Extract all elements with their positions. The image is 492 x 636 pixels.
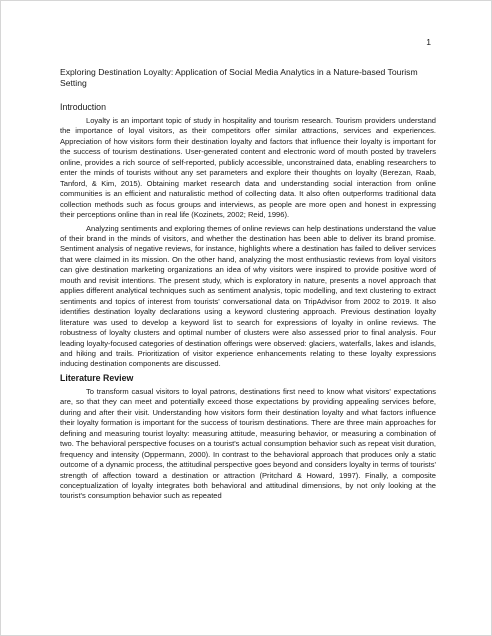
document-body: [60, 67, 436, 505]
paragraph: Loyalty is an important topic of study in hospitality and tourism research. Tourism providers understand the importance of loyal visitors, as their competitors offer similar attractions, services and experiences. Appreciation of how visitors form their destination loyalty and factors that influence their loyalty is important for the success of tourism destinations. User-generated content and electronic word of mouth posted by travelers online, provides a rich source of self-reported, publicly accessible, unconstrained data, enabling researchers to enter the minds of tourists without any set parameters and explore their thoughts on loyalty (Berezan, Raab, Tanford, & Kim, 2015). Obtaining market research data and understanding social interaction from online communities is an efficient and naturalistic method of collecting data. It also often outperforms traditional data collection methods such as focus groups and interviews, as people are more open and honest in expressing their perceptions online than in real life (Kozinets, 2002; Reid, 1996).: [60, 116, 436, 220]
page-number: 1: [426, 37, 431, 47]
paper-title: Exploring Destination Loyalty: Application of Social Media Analytics in a Nature-based Tourism Setting: [60, 67, 418, 88]
paragraph: Analyzing sentiments and exploring themes of online reviews can help destinations understand the value of their brand in the minds of visitors, and whether the destination has been able to deliver its brand promise. Sentiment analysis of negative reviews, for instance, highlights where a destination has failed to deliver services that were claimed in its mission. On the other hand, analyzing the most enthusiastic reviews from loyal visitors can give destination marketing organizations an idea of why visitors were inspired to provide positive word of mouth and revisit intentions. The present study, which is exploratory in nature, presents a novel approach that applies different analytical techniques such as sentiment analysis, topic modelling, and text clustering to extract sentiments and topics of interest from tourists' conversational data on TripAdvisor from 2002 to 2019. It also identifies destination loyalty declarations using a keyword clustering approach. Previous destination loyalty literature was used to develop a keyword list to search for expressions of loyalty in online reviews. The robustness of loyalty clusters and optimal number of clusters were also assessed prior to final analysis. Four leading loyalty-focused categories of destination offerings were observed: glaciers, waterfalls, lakes and islands, and hiking and trails. Prioritization of visitor experience enhancements relating to these loyalty expressions inducing destination components are discussed.: [60, 223, 436, 369]
section-heading-introduction: Introduction: [60, 102, 106, 112]
section-heading-literature-review: Literature Review: [60, 372, 134, 383]
paragraph: To transform casual visitors to loyal patrons, destinations first need to know what visitors' expectations are, so that they can meet and potentially exceed those expectations by providing appealing services before, during and after their visit. Understanding how visitors form their destination loyalty and what factors influence their loyalty formation is important for the success of tourism destinations. There are three main approaches for defining and measuring tourist loyalty: measuring attitude, measuring behavior, or measuring a combination of two. The behavioral perspective focuses on a tourist's actual consumption behavior such as repeat visit duration, frequency and intensity (Oppermann, 2000). In contrast to the behavioral approach that produces only a static outcome of a dynamic process, the attitudinal perspective goes beyond and considers loyalty in terms of tourists' strength of affection toward a destination or attraction (Pritchard & Howard, 1997). Finally, a composite conceptualization of loyalty integrates both behavioral and attitudinal dimensions, by not only looking at the tourist's consumption behavior such as repeated: [60, 386, 436, 501]
